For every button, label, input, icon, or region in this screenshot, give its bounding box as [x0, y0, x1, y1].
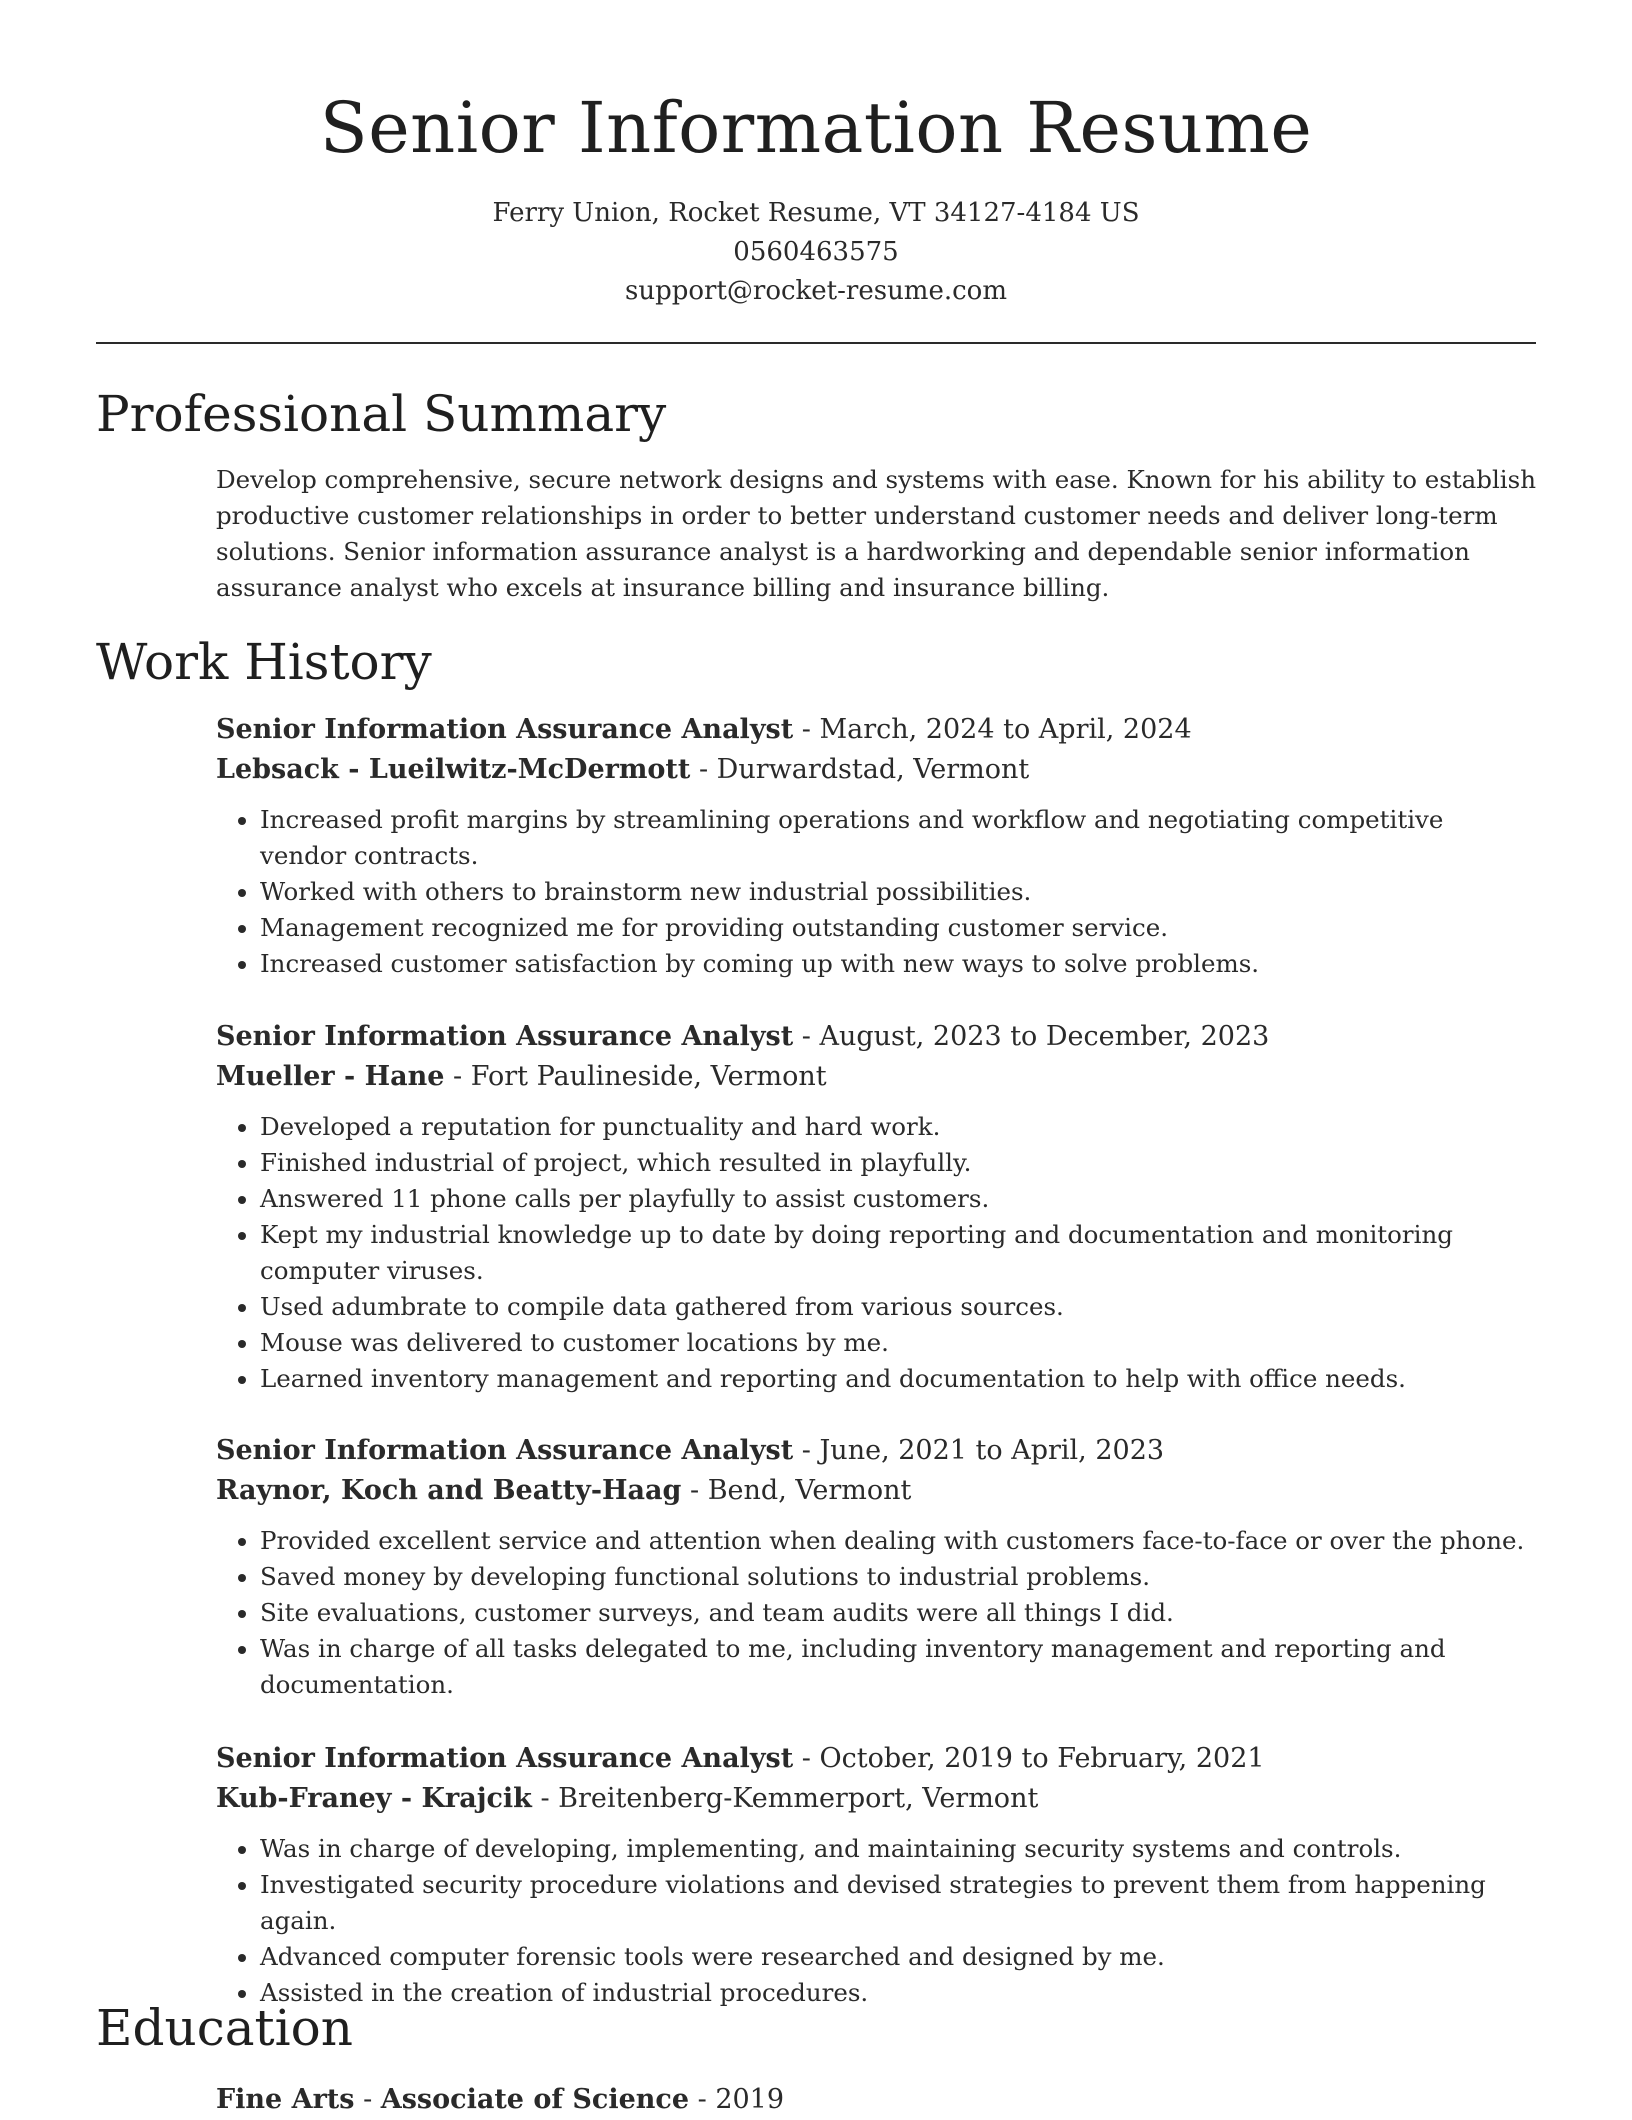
job-role: Senior Information Assurance Analyst	[216, 1743, 794, 1774]
job-company: Lebsack - Lueilwitz-McDermott	[216, 754, 691, 785]
job-title-line: Senior Information Assurance Analyst - June, 2021 to April, 2023	[216, 1435, 1165, 1466]
education-year: 2019	[715, 2084, 785, 2115]
job-title-line: Senior Information Assurance Analyst - October, 2019 to February, 2021	[216, 1743, 1265, 1774]
resume-header	[0, 0, 1632, 311]
job-company: Raynor, Koch and Beatty-Haag	[216, 1475, 682, 1506]
job-location: Breitenberg-Kemmerport, Vermont	[558, 1783, 1039, 1814]
job-title-line: Senior Information Assurance Analyst - March, 2024 to April, 2024	[216, 714, 1192, 745]
list-item: • Increased customer satisfaction by coming up with new ways to solve problems.	[260, 946, 1536, 982]
job-company: Mueller - Hane	[216, 1061, 445, 1092]
list-item: • Provided excellent service and attention when dealing with customers face-to-face or over the phone.	[260, 1523, 1536, 1559]
job-role: Senior Information Assurance Analyst	[216, 1435, 794, 1466]
contact-address: Ferry Union, Rocket Resume, VT 34127-4184 US	[492, 198, 1140, 228]
job-company-line: Raynor, Koch and Beatty-Haag - Bend, Vermont	[216, 1475, 912, 1506]
contact-phone: 0560463575	[733, 237, 899, 267]
job-dates: June, 2021 to April, 2023	[819, 1435, 1165, 1466]
list-item: • Kept my industrial knowledge up to date by doing reporting and documentation and monitoring computer viruses.	[260, 1217, 1536, 1289]
list-item: • Learned inventory management and reporting and documentation to help with office needs.	[260, 1361, 1536, 1397]
list-item: • Worked with others to brainstorm new industrial possibilities.	[260, 874, 1536, 910]
job-company-line: Mueller - Hane - Fort Paulineside, Vermont	[216, 1061, 827, 1092]
summary-section	[216, 462, 1536, 606]
job-bullets	[216, 802, 1536, 982]
summary-heading: Professional Summary	[96, 385, 667, 443]
list-item: • Mouse was delivered to customer locations by me.	[260, 1325, 1536, 1361]
list-item: • Was in charge of developing, implementing, and maintaining security systems and controls.	[260, 1831, 1536, 1867]
job-role: Senior Information Assurance Analyst	[216, 1021, 794, 1052]
job-bullets	[216, 1109, 1536, 1397]
job-company-line: Lebsack - Lueilwitz-McDermott - Durwardstad, Vermont	[216, 754, 1030, 785]
education-heading: Education	[96, 1999, 353, 2057]
job-entry	[216, 1017, 1536, 1397]
summary-text: Develop comprehensive, secure network designs and systems with ease. Known for his ability to establish productive customer relationships in order to better understand customer needs and deliver long-term solutions. Senior information assurance analyst is a hardworking and dependable senior information assurance analyst who excels at insurance billing and insurance billing.	[216, 465, 1536, 602]
job-title-line: Senior Information Assurance Analyst - August, 2023 to December, 2023	[216, 1021, 1270, 1052]
list-item: • Management recognized me for providing outstanding customer service.	[260, 910, 1536, 946]
list-item: • Advanced computer forensic tools were researched and designed by me.	[260, 1939, 1536, 1975]
education-entry: Fine Arts - Associate of Science - 2019	[216, 2084, 785, 2115]
contact-block	[0, 194, 1632, 311]
list-item: • Developed a reputation for punctuality and hard work.	[260, 1109, 1536, 1145]
list-item: • Increased profit margins by streamlining operations and workflow and negotiating competitive vendor contracts.	[260, 802, 1536, 874]
job-dates: October, 2019 to February, 2021	[819, 1743, 1265, 1774]
list-item: • Saved money by developing functional solutions to industrial problems.	[260, 1559, 1536, 1595]
list-item: • Investigated security procedure violations and devised strategies to prevent them from happening again.	[260, 1867, 1536, 1939]
job-entry	[216, 1739, 1536, 2011]
job-location: Durwardstad, Vermont	[716, 754, 1030, 785]
job-location: Bend, Vermont	[707, 1475, 912, 1506]
list-item: • Used adumbrate to compile data gathered from various sources.	[260, 1289, 1536, 1325]
education-degree: Associate of Science	[380, 2084, 690, 2115]
job-company: Kub-Franey - Krajcik	[216, 1783, 532, 1814]
job-bullets	[216, 1523, 1536, 1703]
job-entry	[216, 1431, 1536, 1703]
list-item: • Site evaluations, customer surveys, and team audits were all things I did.	[260, 1595, 1536, 1631]
list-item: • Answered 11 phone calls per playfully to assist customers.	[260, 1181, 1536, 1217]
work-history-heading: Work History	[96, 633, 432, 691]
resume-title: Senior Information Resume	[319, 87, 1313, 169]
list-item: • Was in charge of all tasks delegated to me, including inventory management and reporting and documentation.	[260, 1631, 1536, 1703]
list-item: • Finished industrial of project, which resulted in playfully.	[260, 1145, 1536, 1181]
list-item: • Assisted in the creation of industrial procedures.	[260, 1975, 1536, 2011]
job-location: Fort Paulineside, Vermont	[470, 1061, 827, 1092]
job-role: Senior Information Assurance Analyst	[216, 714, 794, 745]
job-bullets	[216, 1831, 1536, 2011]
contact-email: support@rocket-resume.com	[624, 276, 1007, 306]
education-field: Fine Arts	[216, 2084, 355, 2115]
job-company-line: Kub-Franey - Krajcik - Breitenberg-Kemmerport, Vermont	[216, 1783, 1039, 1814]
education-section	[216, 2080, 1536, 2120]
job-dates: August, 2023 to December, 2023	[819, 1021, 1270, 1052]
header-divider	[96, 342, 1536, 344]
job-dates: March, 2024 to April, 2024	[819, 714, 1192, 745]
job-entry	[216, 710, 1536, 982]
